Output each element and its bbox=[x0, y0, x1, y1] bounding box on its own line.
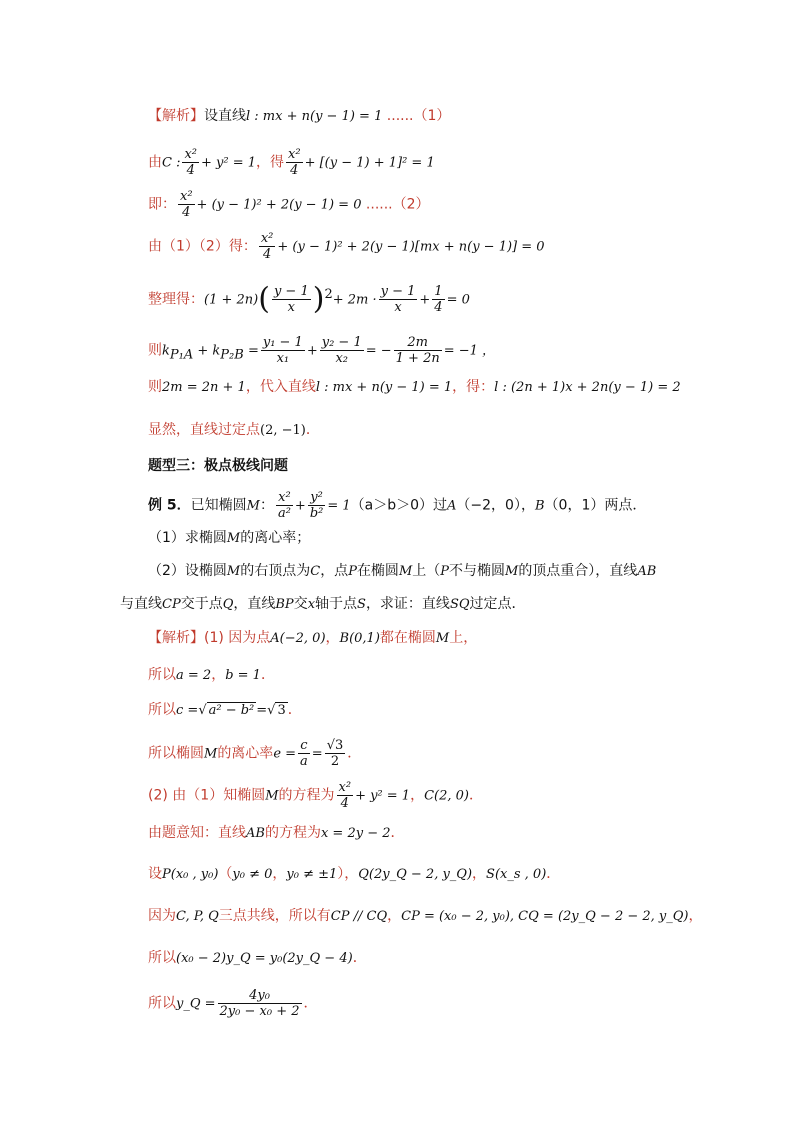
formula: B(0,1) bbox=[339, 631, 380, 646]
numerator: c bbox=[298, 738, 310, 754]
denominator: 2 bbox=[330, 754, 340, 769]
text: 不与椭圆 bbox=[449, 563, 505, 579]
text: 都在椭圆 bbox=[379, 630, 436, 646]
text: ， bbox=[472, 866, 487, 882]
denominator: 1 + 2n bbox=[395, 351, 440, 366]
text: 的离心率； bbox=[240, 530, 311, 546]
solution-2-line-3 bbox=[148, 700, 302, 721]
formula: l : mx + n(y − 1) = 1 bbox=[246, 109, 383, 124]
text: 设直线 bbox=[204, 108, 246, 124]
formula: x bbox=[307, 597, 316, 612]
solution-line-6 bbox=[148, 335, 495, 366]
formula: P bbox=[348, 564, 357, 579]
numerator: x² bbox=[338, 780, 352, 795]
formula: l : mx + n(y − 1) = 1 bbox=[315, 380, 453, 395]
formula: y_Q = bbox=[176, 996, 216, 1012]
formula: AB bbox=[246, 826, 265, 841]
equation-number: ......（1） bbox=[382, 108, 451, 124]
denominator: a² bbox=[277, 506, 291, 521]
solution-line-2 bbox=[148, 147, 435, 178]
solution-2-line-2 bbox=[148, 665, 275, 686]
text: （1）求椭圆 bbox=[148, 530, 227, 546]
numerator: √3 bbox=[326, 738, 344, 753]
formula: M bbox=[505, 564, 519, 579]
fraction bbox=[286, 147, 303, 178]
formula: + bbox=[306, 343, 318, 359]
formula: + y² = 1 bbox=[355, 788, 411, 804]
text: （2）设椭圆 bbox=[148, 563, 227, 579]
analysis-tag: 【解析】 bbox=[148, 630, 204, 646]
formula: M bbox=[435, 631, 450, 646]
numerator: 2m bbox=[394, 335, 442, 351]
example-label: 例 5． bbox=[148, 497, 191, 514]
formula: + bbox=[294, 498, 306, 514]
text: 整理得： bbox=[148, 291, 204, 308]
text: 轴于点 bbox=[315, 596, 358, 612]
text: ， bbox=[272, 866, 287, 882]
text: ． bbox=[260, 667, 275, 683]
formula: CP = (x₀ − 2, y₀), CQ = (2y_Q − 2 − 2, y_Q) bbox=[401, 909, 689, 924]
formula: = bbox=[243, 343, 259, 359]
text: 由 bbox=[148, 154, 162, 171]
denominator: x bbox=[287, 300, 295, 315]
fraction bbox=[276, 490, 293, 521]
text: ，直线 bbox=[233, 596, 276, 612]
solution-2-line-6 bbox=[148, 823, 405, 844]
text: ． bbox=[390, 825, 405, 841]
numerator: 4y₀ bbox=[218, 988, 302, 1004]
formula: P(x₀ , y₀) bbox=[162, 867, 219, 882]
formula: y₀ ≠ 0 bbox=[232, 867, 273, 882]
text: 由题意知：直线 bbox=[148, 825, 246, 841]
text: 显然，直线过定点 bbox=[148, 422, 260, 438]
formula: (2, −1) bbox=[260, 423, 306, 438]
formula: AB bbox=[637, 564, 657, 579]
exponent: 2 bbox=[324, 286, 333, 302]
formula: P bbox=[440, 564, 449, 579]
text: ，求证：直线 bbox=[365, 596, 450, 612]
text: 已知椭圆 bbox=[190, 497, 247, 514]
fraction bbox=[272, 284, 311, 315]
text: 则 bbox=[148, 379, 162, 395]
denominator: 4 bbox=[262, 247, 272, 262]
text: ． bbox=[352, 950, 367, 966]
formula: M bbox=[226, 564, 241, 579]
fraction bbox=[325, 738, 346, 769]
solution-line-1 bbox=[148, 106, 450, 127]
text: 上， bbox=[449, 630, 478, 646]
text: 的方程为 bbox=[278, 787, 335, 804]
denominator: x bbox=[394, 300, 402, 315]
formula: + (y − 1)² + 2(y − 1) = 0 bbox=[196, 197, 362, 213]
solution-2-line-10 bbox=[148, 988, 318, 1019]
formula: + (y − 1)² + 2(y − 1)[mx + n(y − 1)] = 0 bbox=[277, 239, 545, 255]
fraction bbox=[218, 988, 302, 1019]
formula: BP bbox=[275, 597, 294, 612]
formula: M bbox=[204, 746, 218, 762]
formula: M bbox=[246, 498, 260, 514]
denominator: 4 bbox=[434, 300, 443, 315]
radicand: 3 bbox=[277, 703, 286, 718]
text: 所以 bbox=[148, 950, 176, 966]
numerator: y₁ − 1 bbox=[262, 335, 303, 350]
formula: + k bbox=[193, 343, 221, 359]
text: 即： bbox=[148, 196, 176, 213]
formula: C(2, 0) bbox=[424, 788, 469, 804]
formula: SQ bbox=[449, 597, 470, 612]
numerator: y − 1 bbox=[273, 284, 309, 299]
fraction bbox=[308, 490, 326, 521]
text: （−2，0）， bbox=[456, 497, 535, 514]
formula: = bbox=[311, 746, 323, 762]
denominator: x₁ bbox=[276, 351, 290, 366]
denominator: a bbox=[300, 754, 308, 769]
text: (1) 因为点 bbox=[204, 630, 271, 646]
text: ， bbox=[211, 667, 226, 683]
radicand: a² − b² bbox=[208, 703, 255, 718]
formula: (x₀ − 2)y_Q = y₀(2y_Q − 4) bbox=[176, 951, 353, 966]
formula: = bbox=[256, 703, 268, 718]
sqrt-sign: √ bbox=[267, 703, 276, 718]
text: ， bbox=[688, 908, 703, 924]
fraction bbox=[432, 284, 444, 315]
text: 所以椭圆 bbox=[148, 745, 204, 762]
solution-2-line-9 bbox=[148, 948, 367, 969]
formula: = −1 ， bbox=[443, 343, 496, 359]
equation-number: ......（2） bbox=[361, 196, 430, 213]
formula: e = bbox=[273, 746, 297, 762]
numerator: x² bbox=[184, 147, 198, 162]
fraction bbox=[298, 738, 310, 769]
text: 的右顶点为 bbox=[240, 563, 311, 579]
question-1 bbox=[148, 528, 310, 549]
text: 交于点 bbox=[180, 596, 223, 612]
text: 与直线 bbox=[120, 596, 162, 612]
text: 因为 bbox=[148, 908, 176, 924]
denominator: 2y₀ − x₀ + 2 bbox=[219, 1004, 300, 1019]
text: 交 bbox=[293, 596, 308, 612]
fraction bbox=[178, 189, 195, 220]
fraction bbox=[394, 335, 442, 366]
formula: CP bbox=[162, 597, 181, 612]
formula: + y² = 1 bbox=[201, 155, 257, 171]
text: （a＞b＞0）过 bbox=[350, 497, 448, 514]
formula: k bbox=[162, 343, 170, 359]
text: ， bbox=[410, 787, 425, 804]
formula: C : bbox=[162, 155, 181, 171]
formula: a = 2 bbox=[176, 668, 212, 683]
formula: b = 1 bbox=[225, 668, 261, 683]
denominator: 4 bbox=[186, 163, 195, 178]
text: ， bbox=[387, 908, 402, 924]
formula: x = 2y − 2 bbox=[320, 826, 391, 841]
text: ，得 bbox=[256, 154, 285, 171]
solution-2-line-7 bbox=[148, 864, 560, 885]
text: 所以 bbox=[148, 995, 176, 1012]
formula: M bbox=[226, 531, 241, 546]
solution-line-8 bbox=[148, 420, 320, 441]
fraction bbox=[182, 147, 199, 178]
text: （0，1）两点． bbox=[544, 497, 647, 514]
numerator: y² bbox=[308, 490, 326, 506]
text: ，得： bbox=[452, 379, 495, 395]
solution-line-4 bbox=[148, 231, 545, 262]
formula: l : (2n + 1)x + 2n(y − 1) = 2 bbox=[494, 380, 681, 395]
denominator: 4 bbox=[340, 796, 349, 811]
formula: (1 + 2n) bbox=[204, 292, 259, 308]
subscript: P₁A bbox=[169, 347, 194, 363]
formula: M bbox=[398, 564, 413, 579]
formula: + 2m · bbox=[332, 292, 377, 308]
numerator: y − 1 bbox=[380, 284, 416, 299]
question-2-line-1 bbox=[148, 561, 656, 582]
solution-2-line-1 bbox=[148, 628, 477, 649]
formula: A(−2, 0) bbox=[270, 631, 326, 646]
solution-2-line-5 bbox=[148, 780, 483, 811]
formula: M bbox=[265, 788, 279, 804]
text: 的顶点重合），直线 bbox=[518, 563, 638, 579]
formula: + [(y − 1) + 1]² = 1 bbox=[304, 155, 435, 171]
text: ， bbox=[325, 630, 340, 646]
numerator: x² bbox=[276, 490, 293, 506]
text: (2) 由（1）知椭圆 bbox=[148, 787, 266, 804]
numerator: x² bbox=[288, 147, 301, 162]
text: 在椭圆 bbox=[356, 563, 399, 579]
text: 设 bbox=[148, 866, 162, 882]
text: ． bbox=[546, 866, 561, 882]
text: 三点共线，所以有 bbox=[218, 908, 331, 924]
denominator: x₂ bbox=[335, 351, 348, 366]
text: 过定点． bbox=[469, 596, 526, 612]
fraction bbox=[379, 284, 418, 315]
fraction bbox=[261, 335, 305, 366]
subscript: P₂B bbox=[220, 347, 244, 363]
question-2-line-2 bbox=[120, 594, 526, 615]
sqrt-sign: √ bbox=[198, 703, 207, 718]
solution-line-3 bbox=[148, 189, 430, 220]
solution-line-5 bbox=[148, 281, 470, 317]
numerator: 1 bbox=[434, 284, 443, 299]
text: ，点 bbox=[320, 563, 349, 579]
text: 的离心率 bbox=[217, 745, 274, 762]
text: 上（ bbox=[412, 563, 441, 579]
formula: Q(2y_Q − 2, y_Q) bbox=[358, 867, 473, 882]
numerator: x² bbox=[180, 189, 193, 204]
text: ： bbox=[259, 497, 274, 514]
formula: = 0 bbox=[446, 292, 470, 308]
formula: = 1 bbox=[327, 498, 351, 514]
denominator: 4 bbox=[290, 163, 299, 178]
denominator: b² bbox=[309, 506, 324, 521]
text: ）， bbox=[337, 866, 359, 882]
formula: B bbox=[534, 498, 545, 514]
solution-line-7 bbox=[148, 377, 681, 398]
fraction bbox=[259, 231, 276, 262]
text: 的方程为 bbox=[264, 825, 321, 841]
text: ． bbox=[347, 745, 362, 762]
numerator: y₂ − 1 bbox=[321, 335, 362, 350]
formula: A bbox=[447, 498, 457, 514]
formula: S(x_s , 0) bbox=[486, 867, 547, 882]
formula: y₀ ≠ ±1 bbox=[286, 867, 338, 882]
formula: C, P, Q bbox=[176, 909, 219, 924]
fraction bbox=[337, 780, 354, 811]
solution-2-line-4 bbox=[148, 738, 361, 769]
formula: 2m = 2n + 1 bbox=[162, 380, 246, 395]
formula: = − bbox=[365, 343, 392, 359]
formula: S bbox=[357, 597, 366, 612]
text: ． bbox=[468, 787, 483, 804]
denominator: 4 bbox=[182, 205, 191, 220]
section-heading: 题型三：极点极线问题 bbox=[148, 458, 288, 474]
fraction bbox=[320, 335, 364, 366]
text: ． bbox=[303, 995, 318, 1012]
paren: ) bbox=[312, 281, 325, 317]
analysis-tag: 【解析】 bbox=[148, 108, 204, 124]
numerator: x² bbox=[260, 231, 274, 246]
formula: C bbox=[310, 564, 321, 579]
solution-2-line-8 bbox=[148, 906, 702, 927]
example-5-statement bbox=[148, 490, 646, 521]
formula: CP // CQ bbox=[330, 909, 388, 924]
text: ，代入直线 bbox=[245, 379, 316, 395]
text: 所以 bbox=[148, 702, 176, 718]
text: 则 bbox=[148, 342, 162, 359]
paren: ( bbox=[258, 281, 270, 317]
formula: c = bbox=[176, 703, 199, 718]
text: ． bbox=[287, 702, 302, 718]
formula: + bbox=[419, 292, 431, 308]
text: 所以 bbox=[148, 667, 176, 683]
text: （ bbox=[218, 866, 233, 882]
formula: Q bbox=[222, 597, 234, 612]
text: ． bbox=[305, 422, 320, 438]
text: 由（1）（2）得： bbox=[148, 238, 257, 255]
